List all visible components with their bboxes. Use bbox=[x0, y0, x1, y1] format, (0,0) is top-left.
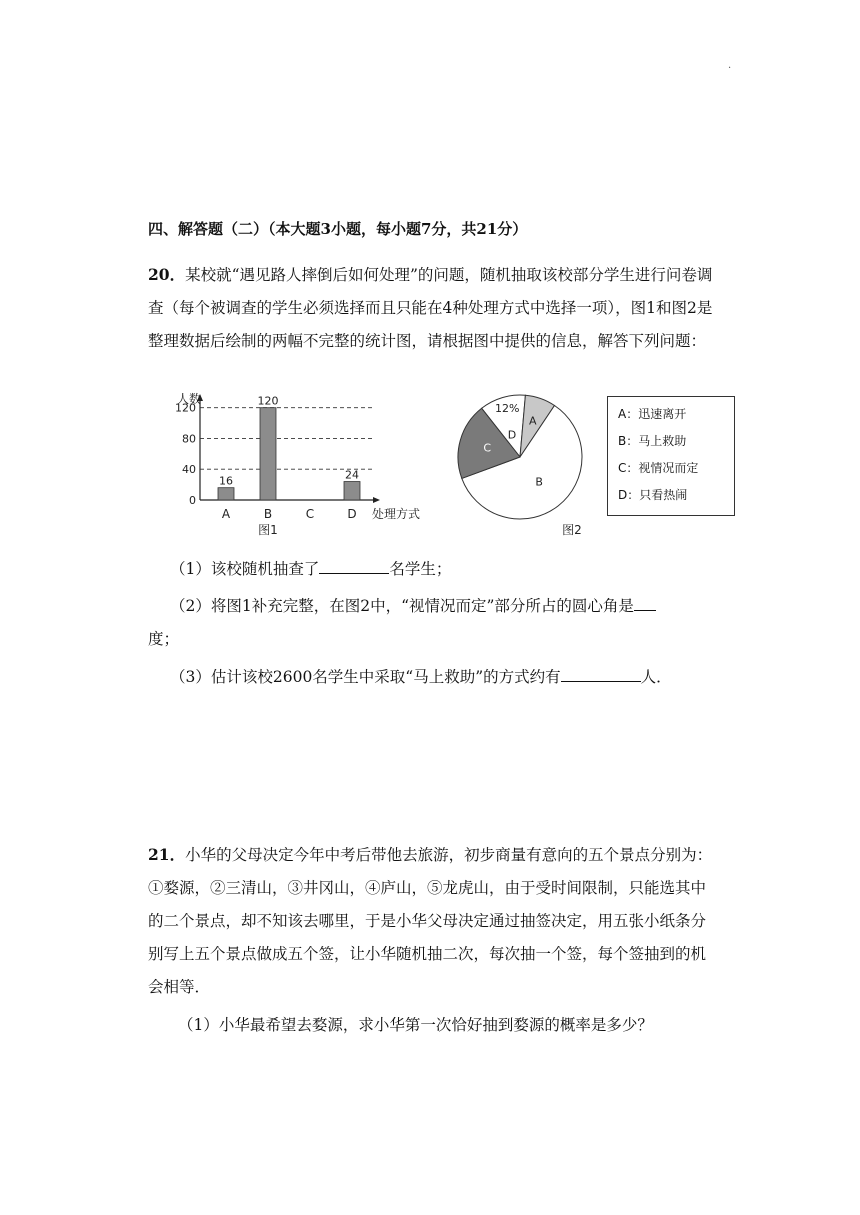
figure-bar-chart bbox=[170, 388, 440, 540]
q20-sub1-blank[interactable] bbox=[319, 557, 389, 574]
section-title: 四、解答题（二）（本大题3小题，每小题7分，共21分） bbox=[148, 220, 528, 238]
y-tick-label: 0 bbox=[189, 494, 196, 507]
question-20-number: 20． bbox=[148, 265, 186, 284]
bar-value-label: 16 bbox=[219, 474, 233, 488]
legend-box bbox=[607, 396, 735, 516]
y-tick-label: 120 bbox=[175, 401, 196, 415]
q20-sub3 bbox=[170, 665, 672, 687]
q20-sub2-cont: 度； bbox=[148, 630, 180, 648]
y-tick-label: 80 bbox=[182, 432, 196, 446]
q20-sub2-blank[interactable] bbox=[634, 594, 656, 611]
x-tick-label: B bbox=[263, 507, 273, 521]
question-20-text: 某校就“遇见路人摔倒后如何处理”的问题，随机抽取该校部分学生进行问卷调查（每个被调查的学生必须选择而且只能在4种处理方式中选择一项），图1和图2是整理数据后绘制的两幅不完整的统计图，请根据图中提供的信息，解答下列问题： bbox=[148, 266, 713, 350]
q21-sub1: （1）小华最希望去婺源，求小华第一次恰好抽到婺源的概率是多少？ bbox=[178, 1016, 653, 1034]
q20-sub2-text: （2）将图1补充完整，在图2中，“视情况而定”部分所占的圆心角是 bbox=[170, 597, 634, 615]
pie-label-c: C bbox=[483, 441, 492, 455]
q20-sub3-text: （3）估计该校2600名学生中采取“马上救助”的方式约有 bbox=[170, 668, 561, 686]
q20-sub1-text: （1）该校随机抽查了 bbox=[170, 560, 320, 578]
pie-label-d: D bbox=[507, 428, 517, 442]
y-axis-label: 人数 bbox=[177, 392, 202, 406]
bar-D bbox=[344, 482, 360, 500]
question-21-text: 小华的父母决定今年中考后带他去旅游，初步商量有意向的五个景点分别为：①婺源，②三清山，③井冈山，④庐山，⑤龙虎山，由于受时间限制，只能选其中的二个景点，却不知该去哪里，于是小华父母决定通过抽签决定，用五张小纸条分别写上五个景点做成五个签，让小华随机抽二次，每次抽一个签，每个签抽到的机会相等． bbox=[148, 846, 713, 996]
legend-item-d: D：只看热闹 bbox=[618, 488, 688, 502]
x-tick-label: A bbox=[221, 507, 231, 521]
x-axis-label: 处理方式 bbox=[372, 507, 421, 521]
figure-pie-chart bbox=[440, 388, 600, 540]
pie-label-a: A bbox=[529, 414, 537, 428]
chart-title: 图2 bbox=[562, 523, 582, 537]
question-21-number: 21． bbox=[148, 845, 186, 864]
legend-item-c: C：视情况而定 bbox=[618, 461, 699, 475]
y-tick-label: 40 bbox=[182, 463, 196, 477]
chart-title: 图1 bbox=[258, 523, 278, 537]
x-tick-label: D bbox=[347, 507, 357, 521]
x-axis-arrow bbox=[373, 497, 380, 503]
q20-sub3-after: 人． bbox=[640, 668, 672, 686]
legend-item-a: A：迅速离开 bbox=[618, 407, 687, 421]
question-21 bbox=[148, 838, 718, 1004]
x-tick-label: C bbox=[305, 507, 315, 521]
corner-mark: . bbox=[728, 60, 732, 71]
legend-item-b: B：马上救助 bbox=[618, 434, 687, 448]
bar-B bbox=[260, 408, 276, 500]
bar-value-label: 24 bbox=[345, 468, 359, 482]
q20-sub2 bbox=[148, 590, 718, 656]
bar-value-label: 120 bbox=[257, 394, 279, 408]
question-20 bbox=[148, 258, 718, 358]
q20-sub3-blank[interactable] bbox=[561, 665, 641, 682]
bar-A bbox=[218, 488, 234, 500]
q20-sub1-after: 名学生； bbox=[389, 560, 452, 578]
pie-label-b: B bbox=[535, 475, 543, 489]
q20-sub1 bbox=[170, 557, 451, 579]
pie-percent-label: 12% bbox=[495, 402, 520, 416]
